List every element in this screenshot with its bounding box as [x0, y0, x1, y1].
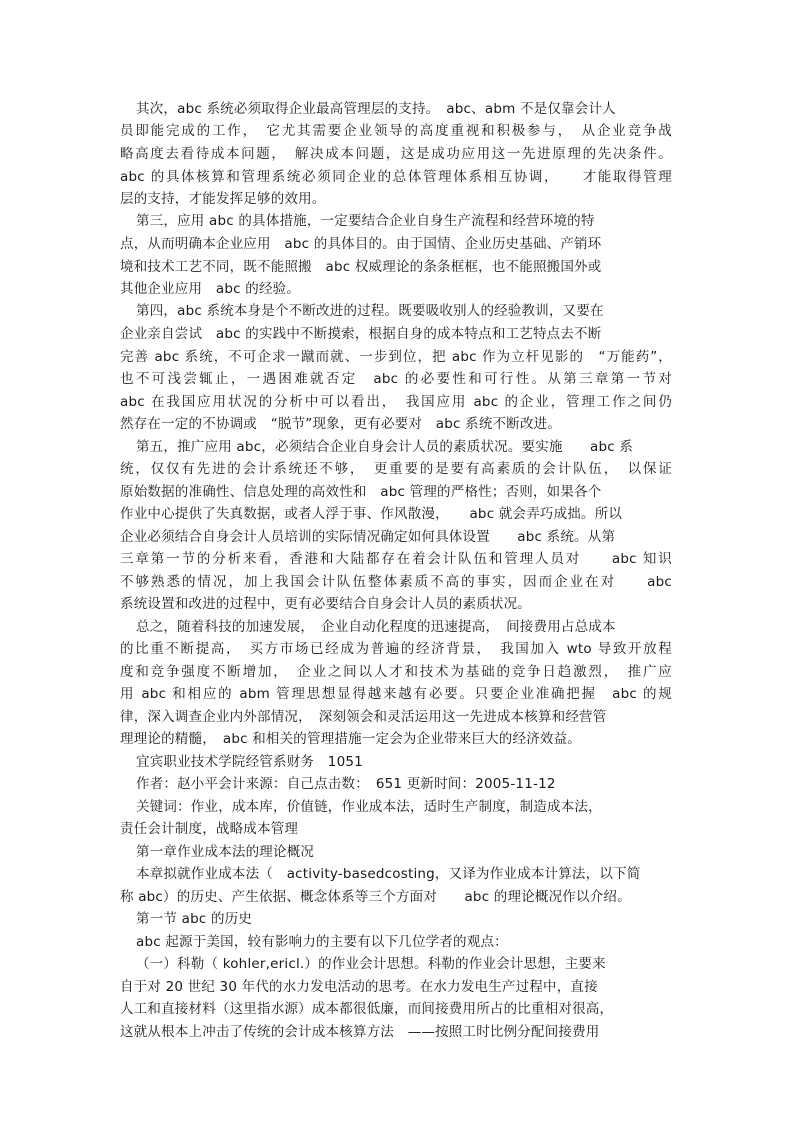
paragraph-4-line-5: abc 在我国应用状况的分析中可以看出， 我国应用 abc 的企业，管理工作之间仍 — [120, 394, 672, 410]
paragraph-3-line-3: 境和技术工艺不同，既不能照搬 abc 权威理论的条条框框，也不能照搬国外或 — [120, 259, 602, 275]
paragraph-2-line-3: 略高度去看待成本问题， 解决成本问题，这是成功应用这一先进原理的先决条件。 — [120, 146, 672, 162]
paragraph-6-line-5: 律，深入调查企业内外部情况， 深刻领会和灵活运用这一先进成本核算和经营管 — [120, 709, 607, 725]
paragraph-5-line-8: 系统设置和改进的过程中，更有必要结合自身会计人员的素质状况。 — [120, 596, 531, 612]
section-1-intro: abc 起源于美国，较有影响力的主要有以下几位学者的观点： — [136, 934, 508, 950]
affiliation-line: 宜宾职业技术学院经管系财务 1051 — [136, 754, 363, 770]
kohler-line-3: 人工和直接材料（这里指水源）成本都很低廉，而间接费用所占的比重相对很高， — [120, 1001, 614, 1017]
paragraph-5-line-7: 不够熟悉的情况，加上我国会计队伍整体素质不高的事实，因而企业在对 abc — [120, 574, 672, 590]
paragraph-5-line-1: 第五，推广应用 abc，必须结合企业自身会计人员的素质状况。要实施 abc 系 — [136, 439, 634, 455]
author-meta-line: 作者：赵小平会计来源：自己点击数： 651 更新时间：2005-11-12 — [136, 776, 556, 792]
paragraph-5-line-2: 统，仅仅有先进的会计系统还不够， 更重要的是要有高素质的会计队伍， 以保证 — [120, 461, 672, 477]
keywords-line-1: 关键词：作业，成本库，价值链，作业成本法，适时生产制度，制造成本法， — [136, 799, 602, 815]
paragraph-4-line-1: 第四，abc 系统本身是个不断改进的过程。既要吸收别人的经验教训，又要在 — [136, 303, 604, 319]
paragraph-2-line-2: 员即能完成的工作， 它尤其需要企业领导的高度重视和积极参与， 从企业竞争战 — [120, 123, 672, 139]
paragraph-4-line-3: 完善 abc 系统，不可企求一蹴而就、一步到位，把 abc 作为立杆见影的 “万能药”， — [120, 349, 672, 365]
paragraph-5-line-4: 作业中心提供了失真数据，或者人浮于事、作风散漫， abc 就会弄巧成拙。所以 — [120, 506, 623, 522]
paragraph-4-line-2: 企业亲自尝试 abc 的实践中不断摸索，根据自身的成本特点和工艺特点去不断 — [120, 326, 602, 342]
paragraph-2-line-4: abc 的具体核算和管理系统必须同企业的总体管理体系相互协调， 才能取得管理 — [120, 169, 672, 185]
paragraph-6-line-1: 总之，随着科技的加速发展， 企业自动化程度的迅速提高， 间接费用占总成本 — [136, 619, 616, 635]
paragraph-5-line-5: 企业必须结合自身会计人员培训的实际情况确定如何具体设置 abc 系统。从第 — [120, 529, 616, 545]
paragraph-4-line-6: 然存在一定的不协调或 “脱节”现象，更有必要对 abc 系统不断改进。 — [120, 416, 562, 432]
paragraph-3-line-1: 第三，应用 abc 的具体措施，一定要结合企业自身生产流程和经营环境的特 — [136, 213, 595, 229]
paragraph-6-line-4: 用 abc 和相应的 abm 管理思想显得越来越有必要。只要企业准确把握 abc 的规 — [120, 686, 672, 702]
paragraph-6-line-6: 理理论的精髓， abc 和相关的管理措施一定会为企业带来巨大的经济效益。 — [120, 731, 582, 747]
paragraph-5-line-3: 原始数据的准确性、信息处理的高效性和 abc 管理的严格性；否则，如果各个 — [120, 484, 602, 500]
paragraph-5-line-6: 三章第一节的分析来看，香港和大陆都存在着会计队伍和管理人员对 abc 知识 — [120, 551, 672, 567]
chapter-1-heading: 第一章作业成本法的理论概况 — [136, 844, 315, 860]
section-1-heading: 第一节 abc 的历史 — [136, 911, 253, 927]
paragraph-4-line-4: 也不可浅尝辄止，一遇困难就否定 abc 的必要性和可行性。从第三章第一节对 — [120, 371, 672, 387]
paragraph-3-line-4: 其他企业应用 abc 的经验。 — [120, 281, 301, 297]
keywords-line-2: 责任会计制度，战略成本管理 — [120, 821, 299, 837]
paragraph-6-line-2: 的比重不断提高， 买方市场已经成为普遍的经济背景， 我国加入 wto 导致开放程 — [120, 641, 672, 657]
paragraph-2-line-1: 其次，abc 系统必须取得企业最高管理层的支持。 abc、abm 不是仅靠会计人 — [136, 101, 616, 117]
kohler-line-2: 自于对 20 世纪 30 年代的水力发电活动的思考。在水力发电生产过程中，直接 — [120, 979, 598, 995]
kohler-line-1: （一）科勒（ kohler,ericl.）的作业会计思想。科勒的作业会计思想，主要来 — [136, 956, 606, 972]
paragraph-2-line-5: 层的支持，才能发挥足够的效用。 — [120, 191, 326, 207]
kohler-line-4: 这就从根本上冲击了传统的会计成本核算方法 ——按照工时比例分配间接费用 — [120, 1024, 600, 1040]
paragraph-6-line-3: 度和竞争强度不断增加， 企业之间以人才和技术为基础的竞争日趋激烈， 推广应 — [120, 664, 672, 680]
chapter-intro-line-1: 本章拟就作业成本法（ activity-basedcosting，又译为作业成本计算法，以下简 — [136, 866, 641, 882]
paragraph-3-line-2: 点，从而明确本企业应用 abc 的具体目的。由于国情、企业历史基础、产销环 — [120, 236, 602, 252]
chapter-intro-line-2: 称 abc）的历史、产生依据、概念体系等三个方面对 abc 的理论概况作以介绍。 — [120, 889, 631, 905]
